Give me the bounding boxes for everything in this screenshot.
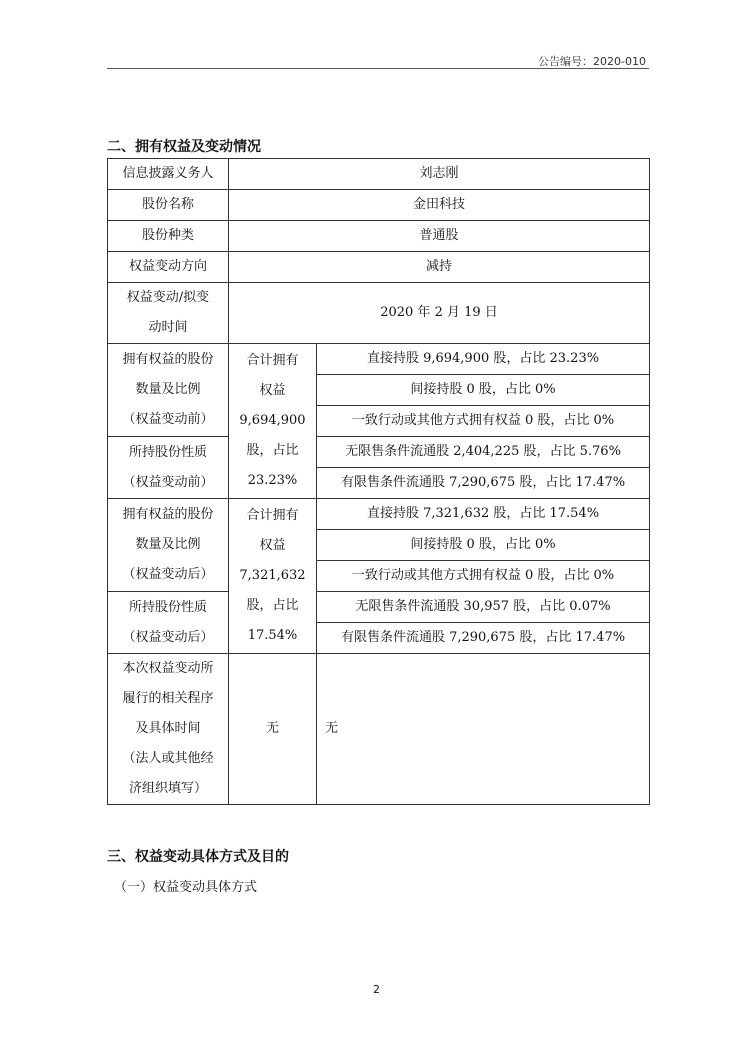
- table-row: [108, 344, 650, 375]
- row-value: 减持: [229, 252, 650, 283]
- row-value: 普通股: [229, 221, 650, 252]
- table-row: [108, 221, 650, 252]
- total-line: 17.54%: [247, 628, 298, 643]
- row-label: [108, 499, 229, 592]
- table-row: [108, 190, 650, 221]
- row-label: [108, 344, 229, 437]
- row-label: [108, 437, 229, 499]
- row-value: 金田科技: [229, 190, 650, 221]
- procedure-detail: 无: [317, 654, 650, 805]
- detail-cell: 无限售条件流通股 30,957 股，占比 0.07%: [317, 592, 650, 623]
- table-row: [108, 159, 650, 190]
- total-line: 23.23%: [247, 473, 298, 488]
- table-row: [108, 654, 650, 805]
- total-line: 7,321,632: [239, 568, 306, 583]
- row-value: 刘志刚: [229, 159, 650, 190]
- label-line: 本次权益变动所: [122, 661, 214, 676]
- table-row: [108, 592, 650, 623]
- label-line: （权益变动前）: [122, 412, 214, 427]
- label-line: 数量及比例: [135, 537, 201, 552]
- section-title-2: 二、拥有权益及变动情况: [107, 139, 261, 155]
- label-line: 所持股份性质: [128, 444, 207, 460]
- procedure-mid: 无: [229, 654, 317, 805]
- total-line: 股，占比: [246, 598, 299, 613]
- table-row: [108, 283, 650, 344]
- row-label: 权益变动方向: [108, 252, 229, 283]
- label-line: 履行的相关程序: [122, 691, 214, 706]
- detail-cell: 间接持股 0 股，占比 0%: [317, 530, 650, 561]
- label-line: （法人或其他经: [122, 751, 214, 766]
- row-label: 股份种类: [108, 221, 229, 252]
- label-line: 动时间: [148, 320, 188, 335]
- label-line: 拥有权益的股份: [122, 507, 214, 522]
- label-line: （权益变动后）: [122, 629, 214, 645]
- detail-cell: 有限售条件流通股 7,290,675 股，占比 17.47%: [317, 623, 650, 654]
- label-line: 所持股份性质: [128, 599, 207, 615]
- label-line: 数量及比例: [135, 382, 201, 397]
- row-label: 股份名称: [108, 190, 229, 221]
- total-line: 合计拥有: [246, 353, 299, 368]
- label-line: （权益变动后）: [122, 567, 214, 582]
- detail-cell: 有限售条件流通股 7,290,675 股，占比 17.47%: [317, 468, 650, 499]
- detail-cell: 无限售条件流通股 2,404,225 股，占比 5.76%: [317, 437, 650, 468]
- total-line: 权益: [259, 538, 286, 553]
- equity-change-table: [107, 158, 650, 805]
- row-label: 信息披露义务人: [108, 159, 229, 190]
- subsection-title: （一）权益变动具体方式: [114, 880, 258, 895]
- detail-cell: 一致行动或其他方式拥有权益 0 股，占比 0%: [317, 406, 650, 437]
- row-label: [108, 654, 229, 805]
- detail-cell: 直接持股 7,321,632 股，占比 17.54%: [317, 499, 650, 530]
- table-row: [108, 252, 650, 283]
- table-row: [108, 437, 650, 468]
- total-holding: [229, 499, 317, 654]
- total-line: 合计拥有: [246, 508, 299, 523]
- row-value: 2020 年 2 月 19 日: [229, 283, 650, 344]
- total-holding: [229, 344, 317, 499]
- detail-cell: 一致行动或其他方式拥有权益 0 股，占比 0%: [317, 561, 650, 592]
- header-divider: [107, 68, 649, 69]
- announcement-number: 公告编号：2020-010: [538, 55, 646, 68]
- label-line: 济组织填写）: [128, 781, 207, 796]
- row-label: [108, 283, 229, 344]
- detail-cell: 间接持股 0 股，占比 0%: [317, 375, 650, 406]
- section-title-3: 三、权益变动具体方式及目的: [107, 849, 289, 865]
- total-line: 股，占比: [246, 443, 299, 458]
- label-line: 拥有权益的股份: [122, 352, 214, 367]
- row-label: [108, 592, 229, 654]
- label-line: （权益变动前）: [122, 474, 214, 490]
- total-line: 9,694,900: [239, 413, 306, 428]
- table-row: [108, 499, 650, 530]
- page-number: 2: [373, 983, 380, 996]
- total-line: 权益: [259, 383, 286, 398]
- label-line: 及具体时间: [135, 721, 201, 736]
- label-line: 权益变动/拟变: [126, 290, 210, 305]
- detail-cell: 直接持股 9,694,900 股，占比 23.23%: [317, 344, 650, 375]
